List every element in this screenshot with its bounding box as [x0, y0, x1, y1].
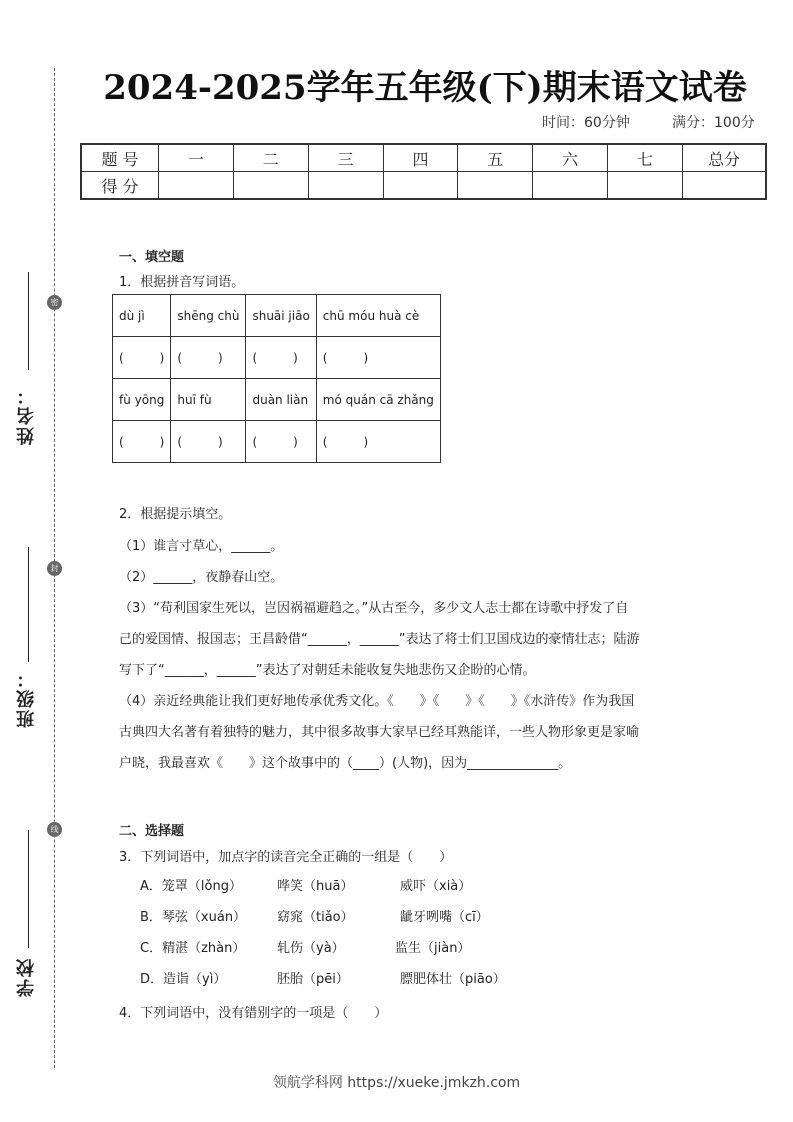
score-row-label: 得 分 [81, 172, 159, 200]
school-label: 学校 [16, 957, 37, 998]
pinyin-table [112, 294, 441, 463]
pinyin-cell: duàn liàn [246, 379, 316, 421]
option-a-2: 哗笑（huā） [277, 879, 354, 894]
score-header-cell: 七 [608, 144, 683, 172]
pinyin-cell: shēng chù [171, 295, 246, 337]
score-cell[interactable] [608, 172, 683, 200]
answer-blank[interactable]: ( ) [171, 337, 246, 379]
seal-mark-1: 密 [47, 295, 62, 310]
score-table-header-row [81, 144, 766, 172]
score-cell[interactable] [683, 172, 767, 200]
option-d-1: D．造诣（yì） [140, 972, 227, 987]
answer-blank[interactable]: ( ) [316, 337, 440, 379]
option-a-3: 威吓（xià） [400, 879, 472, 894]
option-c-3: 监生（jiàn） [395, 941, 471, 956]
score-cell[interactable] [383, 172, 458, 200]
score-table [80, 143, 767, 200]
score-cell[interactable] [308, 172, 383, 200]
score-table-score-row [81, 172, 766, 200]
option-c-2: 轧伤（yà） [277, 941, 345, 956]
score-cell[interactable] [458, 172, 533, 200]
question-2-item-1: （1）谁言寸草心，______。 [119, 539, 284, 554]
answer-blank[interactable]: ( ) [113, 421, 171, 463]
name-label: 姓名： [16, 385, 37, 445]
seal-mark-2: 封 [47, 561, 62, 576]
option-d-3: 膘肥体壮（piāo） [400, 972, 506, 987]
pinyin-cell: chū móu huà cè [316, 295, 440, 337]
section-1-title: 一、填空题 [119, 250, 185, 265]
answer-row [113, 337, 441, 379]
exam-time: 时间：60分钟 [542, 115, 630, 131]
score-header-cell: 三 [308, 144, 383, 172]
footer-watermark: 领航学科网 https://xueke.jmkzh.com [272, 1075, 521, 1091]
score-cell[interactable] [533, 172, 608, 200]
pinyin-cell: dù jì [113, 295, 171, 337]
score-header-cell: 一 [159, 144, 234, 172]
score-header-cell: 二 [233, 144, 308, 172]
option-a-1: A．笼罩（lǒng） [140, 879, 242, 894]
answer-blank[interactable]: ( ) [171, 421, 246, 463]
class-underline [28, 547, 29, 662]
question-2-item-4-line-2: 古典四大名著有着独特的魅力，其中很多故事大家早已经耳熟能详，一些人物形象更是家喻 [119, 725, 640, 740]
answer-blank[interactable]: ( ) [246, 337, 316, 379]
question-2-item-3-line-2: 己的爱国情、报国志；王昌龄借“______，______”表达了将士们卫国戍边的豪情壮志；陆游 [119, 632, 640, 647]
answer-blank[interactable]: ( ) [246, 421, 316, 463]
pinyin-row [113, 295, 441, 337]
answer-row [113, 421, 441, 463]
answer-blank[interactable]: ( ) [316, 421, 440, 463]
class-label: 班级： [16, 668, 37, 728]
pinyin-cell: fù yōng [113, 379, 171, 421]
question-4: 4．下列词语中，没有错别字的一项是（ ） [119, 1006, 388, 1021]
page-title: 2024-2025学年五年级(下)期末语文试卷 [103, 68, 747, 108]
pinyin-row [113, 379, 441, 421]
full-score: 满分：100分 [672, 115, 755, 131]
option-b-3: 龇牙咧嘴（cī） [400, 910, 489, 925]
question-2-item-4-line-1: （4）亲近经典能让我们更好地传承优秀文化。《 》《 》《 》《水浒传》作为我国 [119, 694, 635, 709]
pinyin-cell: mó quán cā zhǎng [316, 379, 440, 421]
school-underline [28, 830, 29, 948]
option-b-2: 窈窕（tiǎo） [277, 910, 354, 925]
score-cell[interactable] [159, 172, 234, 200]
question-2-item-3-line-1: （3）“苟利国家生死以，岂因祸福避趋之。”从古至今，多少文人志士都在诗歌中抒发了自 [119, 601, 629, 616]
name-underline [28, 272, 29, 370]
question-1: 1．根据拼音写词语。 [119, 275, 245, 290]
question-2-item-4-line-3: 户晓，我最喜欢《 》这个故事中的（____）(人物)，因为______________。 [119, 756, 572, 771]
pinyin-cell: huī fù [171, 379, 246, 421]
option-d-2: 胚胎（pēi） [277, 972, 349, 987]
option-c-1: C．精湛（zhàn） [140, 941, 246, 956]
score-header-cell: 四 [383, 144, 458, 172]
seal-mark-3: 线 [47, 822, 62, 837]
score-header-cell: 题 号 [81, 144, 159, 172]
score-header-cell: 五 [458, 144, 533, 172]
score-cell[interactable] [233, 172, 308, 200]
option-b-1: B．琴弦（xuán） [140, 910, 247, 925]
question-2-item-3-line-3: 写下了“______，______”表达了对朝廷未能收复失地悲伤又企盼的心情。 [119, 663, 536, 678]
pinyin-cell: shuāi jiāo [246, 295, 316, 337]
question-3: 3．下列词语中，加点字的读音完全正确的一组是（ ） [119, 850, 453, 865]
question-2-item-2: （2）______，夜静春山空。 [119, 570, 284, 585]
score-header-cell: 总分 [683, 144, 767, 172]
question-2: 2．根据提示填空。 [119, 507, 232, 522]
section-2-title: 二、选择题 [119, 824, 185, 839]
answer-blank[interactable]: ( ) [113, 337, 171, 379]
score-header-cell: 六 [533, 144, 608, 172]
